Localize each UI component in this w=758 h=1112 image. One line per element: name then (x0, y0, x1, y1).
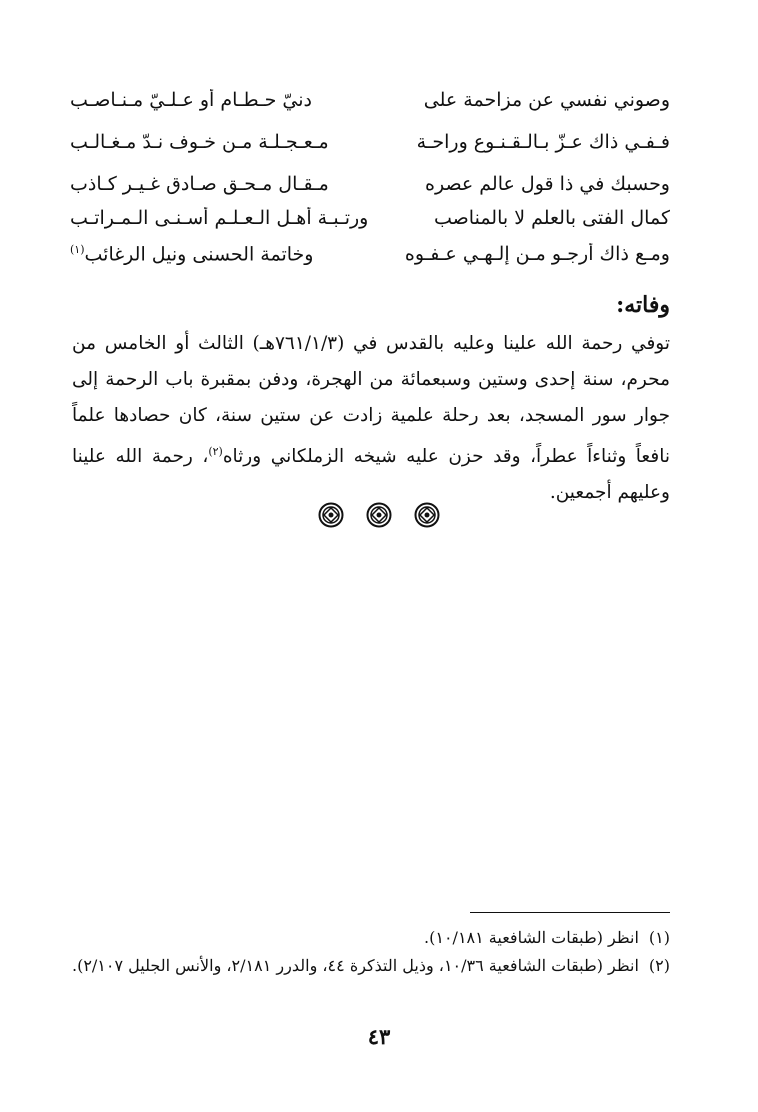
verse-second-hemistich: دنيّ حـطـام أو عـلـيّ مـنـاصـب (70, 89, 312, 111)
verse-line (70, 236, 670, 272)
footnote-text: انظر (طبقات الشافعية ١٠/١٨١). (424, 928, 639, 947)
verse-first-hemistich: كمال الفتى بالعلم لا بالمناصب (434, 207, 670, 229)
verse-first-hemistich: فـفـي ذاك عـزّ بـالـقـنـوع وراحـة (416, 131, 670, 153)
footnote-text: انظر (طبقات الشافعية ١٠/٣٦، وذيل التذكرة ٤٤، والدرر ٢/١٨١، والأنس الجليل ٢/١٠٧). (71, 956, 639, 975)
body-paragraph (72, 326, 670, 511)
ornament-divider (0, 502, 758, 538)
footnote (72, 952, 670, 980)
verse-first-hemistich: وصوني نفسي عن مزاحمة على (423, 89, 670, 111)
footnote-number: (٢) (648, 956, 670, 975)
verse-text: وخاتمة الحسنى ونيل الرغائب (84, 243, 314, 266)
footnotes (72, 924, 670, 980)
paragraph-text: توفي رحمة الله علينا وعليه بالقدس في (٧٦١/١/٣هـ) الثالث أو الخامس من محرم، سنة إحدى وستين وسبعمائة من الهجرة، ودفن بمقبرة باب الرحمة إلى جوار سور المسجد، بعد رحلة علمية زادت عن ستين سنة، كان حصادها علماً نافعاً وثناءاً عطراً، وقد حزن عليه شيخه الزملكاني ورثاه (72, 333, 670, 468)
footnote-ref[interactable]: (٢) (208, 445, 223, 458)
paragraph-end: ، رحمة الله علينا وعليهم أجمعين. (72, 446, 670, 504)
ornament-icon (318, 502, 344, 528)
footnote-number: (١) (648, 928, 670, 947)
verse-second-hemistich: مـقـال مـحـق صـادق غـيـر كـاذب (70, 173, 329, 195)
verse-second-hemistich: مـعـجـلـة مـن خـوف نـدّ مـغـالـب (70, 131, 329, 153)
verse-second-hemistich (70, 243, 370, 265)
verse-first-hemistich: وحسبك في ذا قول عالم عصره (425, 173, 670, 195)
footnote-separator (470, 912, 670, 913)
verse-second-hemistich: ورتـبـة أهـل الـعـلـم أسـنـى الـمـراتـب (70, 207, 369, 229)
verse-first-hemistich: ومـع ذاك أرجـو مـن إلـهـي عـفـوه (404, 243, 670, 265)
verse-line (70, 166, 670, 202)
verse-line (70, 200, 670, 236)
verse-line (70, 124, 670, 160)
footnote (72, 924, 670, 952)
footnote-ref[interactable]: (١) (70, 242, 85, 256)
page-number: ٤٣ (367, 1024, 391, 1049)
ornament-icon (414, 502, 440, 528)
verse-line (70, 82, 670, 118)
section-heading: وفاته: (616, 292, 670, 318)
ornament-icon (366, 502, 392, 528)
